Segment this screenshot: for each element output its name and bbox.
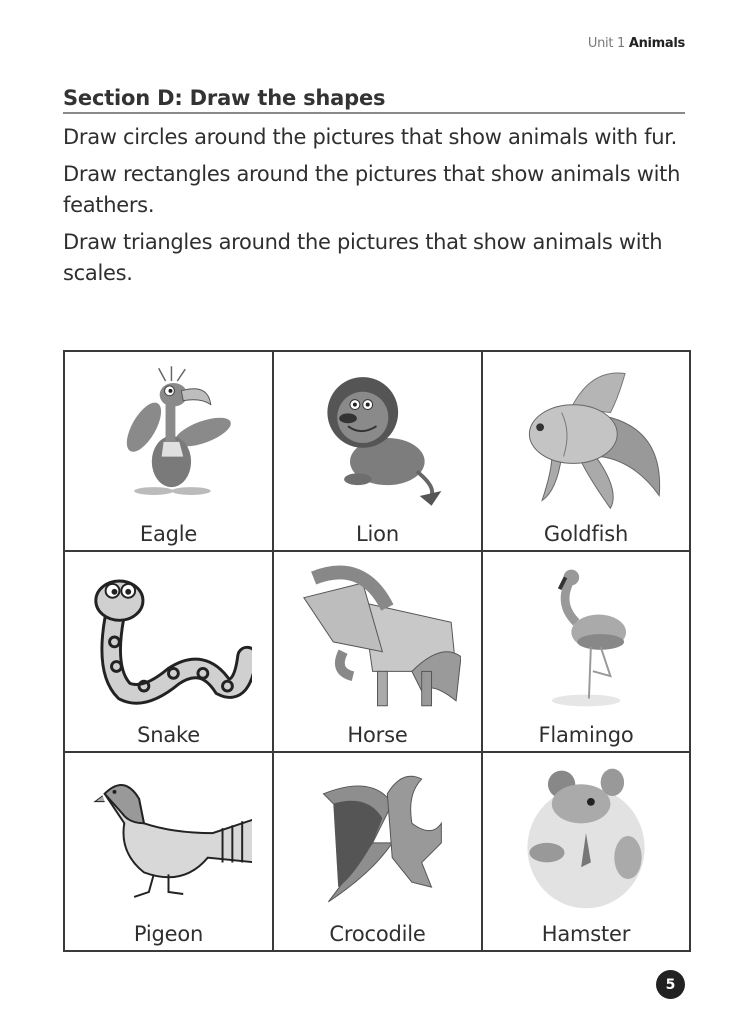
animal-label: Hamster: [541, 922, 631, 946]
grid-cell-horse[interactable]: [274, 552, 483, 753]
instruction-rectangles: Draw rectangles around the pictures that show animals with feathers.: [63, 162, 681, 217]
animal-label: Crocodile: [329, 922, 426, 946]
grid-cell-lion[interactable]: [274, 352, 483, 552]
instructions: [63, 122, 693, 295]
grid-cell-snake[interactable]: [65, 552, 274, 753]
section-title: Section D: Draw the shapes: [63, 86, 685, 114]
grid-cell-goldfish[interactable]: [483, 352, 689, 552]
animal-label: Goldfish: [543, 522, 629, 546]
animal-label: Pigeon: [133, 922, 204, 946]
eagle-picture-icon: [85, 362, 252, 512]
animal-label: Flamingo: [538, 723, 634, 747]
crocodile-picture-icon: [294, 763, 461, 913]
animal-label: Eagle: [139, 522, 198, 546]
grid-cell-pigeon[interactable]: [65, 753, 274, 950]
flamingo-picture-icon: [503, 562, 669, 712]
grid-cell-crocodile[interactable]: [274, 753, 483, 950]
unit-header: [588, 36, 685, 51]
instruction-triangles: Draw triangles around the pictures that show animals with scales.: [63, 230, 663, 285]
lion-picture-icon: [294, 362, 461, 512]
grid-cell-flamingo[interactable]: [483, 552, 689, 753]
horse-picture-icon: [294, 562, 461, 712]
animal-label: Lion: [356, 522, 399, 546]
animal-label: Snake: [137, 723, 200, 747]
unit-number: Unit 1: [587, 36, 625, 51]
snake-picture-icon: [85, 562, 252, 712]
grid-cell-hamster[interactable]: [483, 753, 689, 950]
page-number-badge: 5: [656, 970, 685, 999]
instruction-circles: Draw circles around the pictures that show animals with fur.: [63, 125, 677, 149]
goldfish-picture-icon: [503, 362, 669, 512]
animal-label: Horse: [347, 723, 408, 747]
hamster-picture-icon: [503, 763, 669, 913]
animal-picture-grid: [63, 350, 691, 952]
grid-cell-eagle[interactable]: [65, 352, 274, 552]
pigeon-picture-icon: [85, 763, 252, 913]
unit-name: Animals: [628, 36, 685, 51]
